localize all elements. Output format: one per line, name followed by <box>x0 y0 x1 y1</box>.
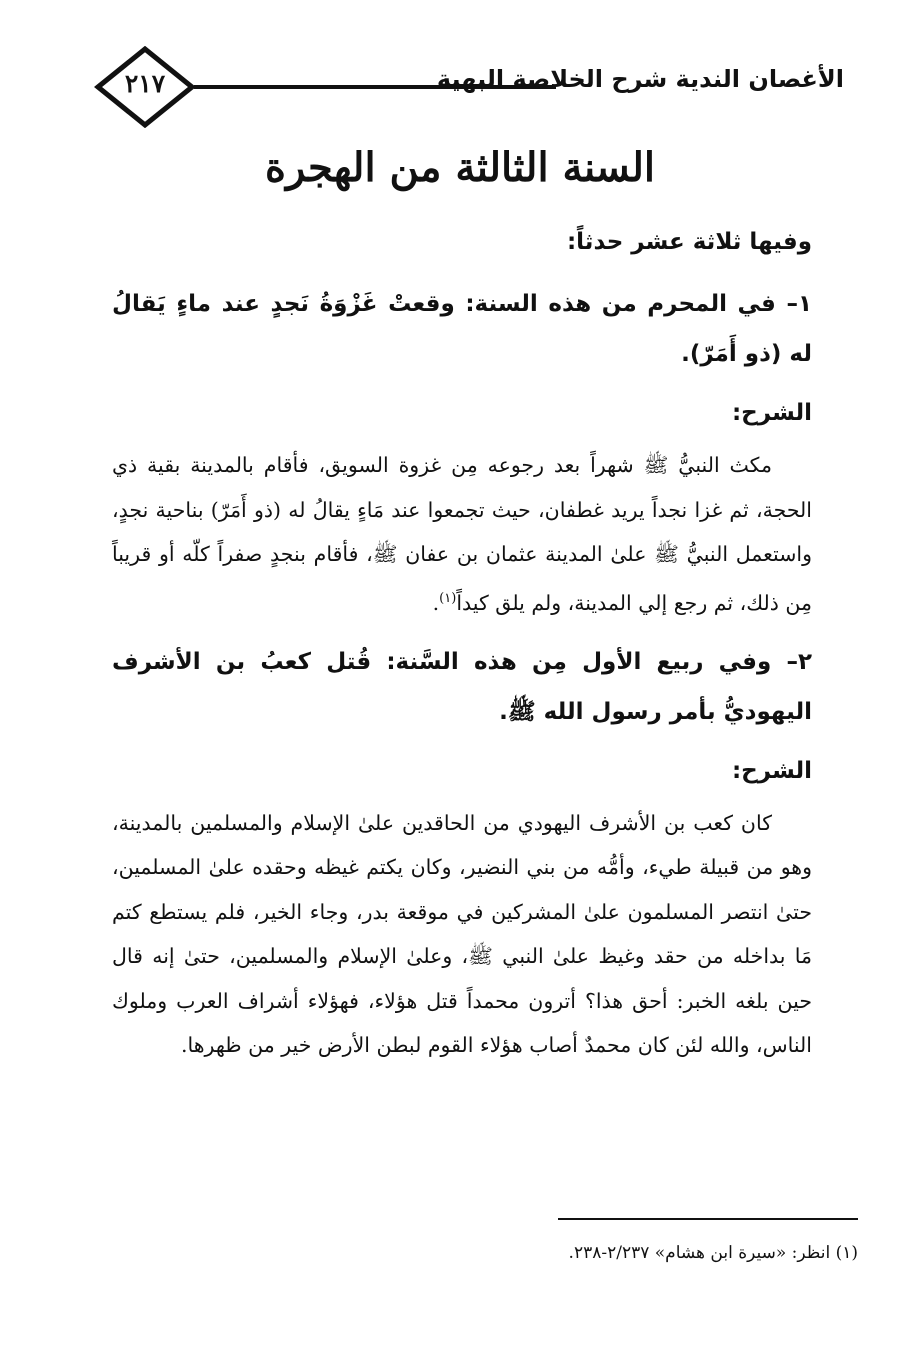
footnote-reference[interactable]: (١) <box>439 590 457 606</box>
footnote-separator <box>558 1218 858 1220</box>
paragraph-end: . <box>432 590 440 615</box>
page-header <box>94 46 844 132</box>
page-content <box>112 212 812 1080</box>
intro-heading: وفيها ثلاثة عشر حدثاً: <box>566 229 812 255</box>
page-number: ٢١٧ <box>124 69 166 98</box>
sharh-heading-2: الشرح: <box>731 757 812 784</box>
running-title: الأغصان الندية شرح الخلاصة البهية <box>436 65 844 93</box>
page-number-badge <box>94 46 196 128</box>
footnote: (١) انظر: «سيرة ابن هشام» ٢/٢٣٧-٢٣٨. <box>568 1243 858 1263</box>
body-paragraph-2: كان كعب بن الأشرف اليهودي من الحاقدين علىٰ الإسلام والمسلمين بالمدينة، وهو من قبيلة طيء، وأمُّه من بني النضير، وكان يكتم غيظه وحقده علىٰ المسلمين، حتىٰ انتصر المسلمون علىٰ المشركين في موقعة بدر، وجاء الخير، فلم يستطع كتم مَا بداخله من حقد وغيظ علىٰ النبي ﷺ، وعلىٰ الإسلام والمسلمين، حتىٰ إنه قال حين بلغه الخبر: أحق هذا؟ أترون محمداً قتل هؤلاء، فهؤلاء أشراف العرب وملوك الناس، والله لئن كان محمدٌ أصاب هؤلاء القوم لبطن الأرض خير من ظهرها. <box>112 810 812 1058</box>
sharh-heading-1: الشرح: <box>731 400 812 426</box>
event-heading-2: ٢– وفي ربيع الأول مِن هذه السَّنة: قُتل كعبُ بن الأشرف اليهوديُّ بأمر رسول الله ﷺ. <box>112 648 812 725</box>
event-heading-1: ١– في المحرم من هذه السنة: وقعتْ غَزْوَةُ نَجدٍ عند ماءٍ يَقالُ له (ذو أَمَرّ). <box>112 291 812 367</box>
chapter-title: السنة الثالثة من الهجرة <box>265 144 655 191</box>
paragraph-text: مكث النبيُّ ﷺ شهراً بعد رجوعه مِن غزوة السويق، فأقام بالمدينة بقية ذي الحجة، ثم غزا نجداً يريد غطفان، حيث تجمعوا عند مَاءٍ يقالُ له (ذو أَمَرّ) بناحية نجدٍ، واستعمل النبيُّ ﷺ علىٰ المدينة عثمان بن عفان ﷺ، فأقام بنجدٍ صفراً كلّه أو قريباً مِن ذلك، ثم رجع إلي المدينة، ولم يلق كيداً <box>112 453 812 615</box>
body-paragraph-1 <box>112 443 812 625</box>
